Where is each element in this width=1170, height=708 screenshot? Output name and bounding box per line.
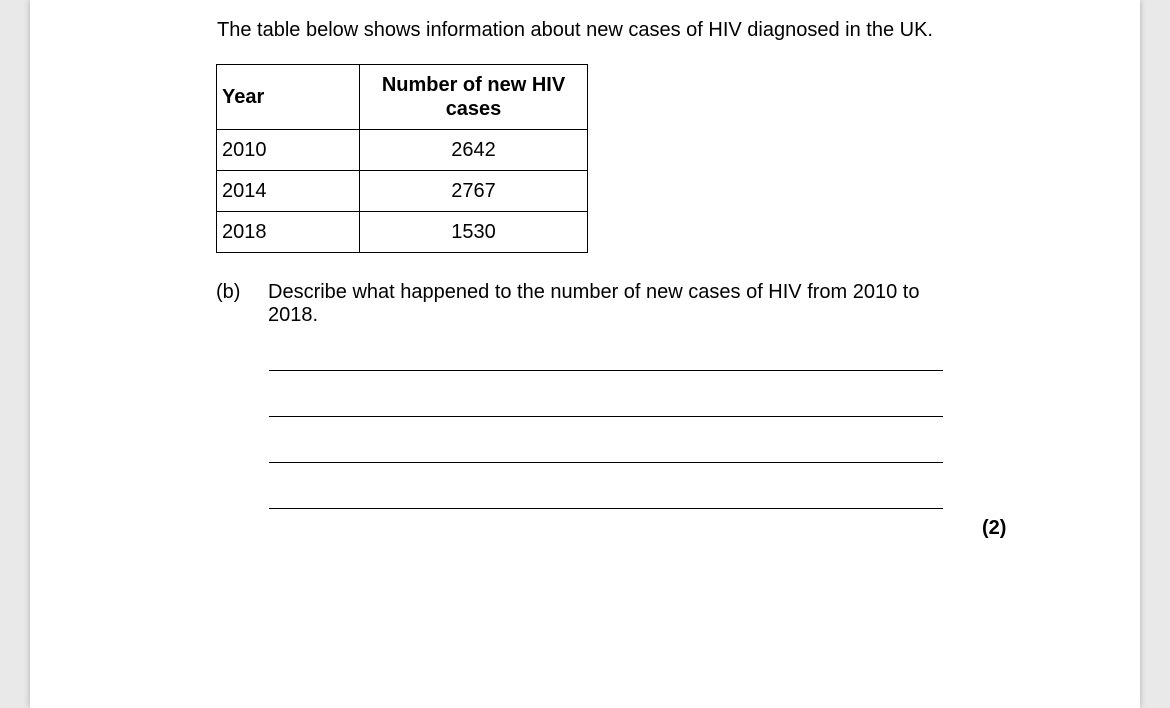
header-cases: [360, 65, 588, 130]
cell-year: 2010: [217, 130, 360, 171]
marks-label: (2): [982, 517, 1007, 539]
answer-line[interactable]: [269, 508, 943, 509]
answer-line[interactable]: [269, 416, 943, 417]
cell-cases: 1530: [360, 212, 588, 253]
table-header-row: [217, 65, 588, 130]
answer-line[interactable]: [269, 370, 943, 371]
cell-cases: 2767: [360, 171, 588, 212]
hiv-cases-table: [216, 64, 588, 253]
cell-cases: 2642: [360, 130, 588, 171]
cell-year: 2014: [217, 171, 360, 212]
exam-page: [30, 0, 1140, 708]
header-cases-label: Number of new HIV cases: [381, 74, 566, 120]
answer-line[interactable]: [269, 462, 943, 463]
table-row: [217, 130, 588, 171]
table-row: [217, 212, 588, 253]
cell-year: 2018: [217, 212, 360, 253]
table-row: [217, 171, 588, 212]
question-label: (b): [216, 281, 241, 303]
question-text: Describe what happened to the number of new cases of HIV from 2010 to 2018.: [268, 281, 920, 326]
intro-text: The table below shows information about new cases of HIV diagnosed in the UK.: [217, 19, 933, 41]
header-year: Year: [217, 65, 360, 130]
